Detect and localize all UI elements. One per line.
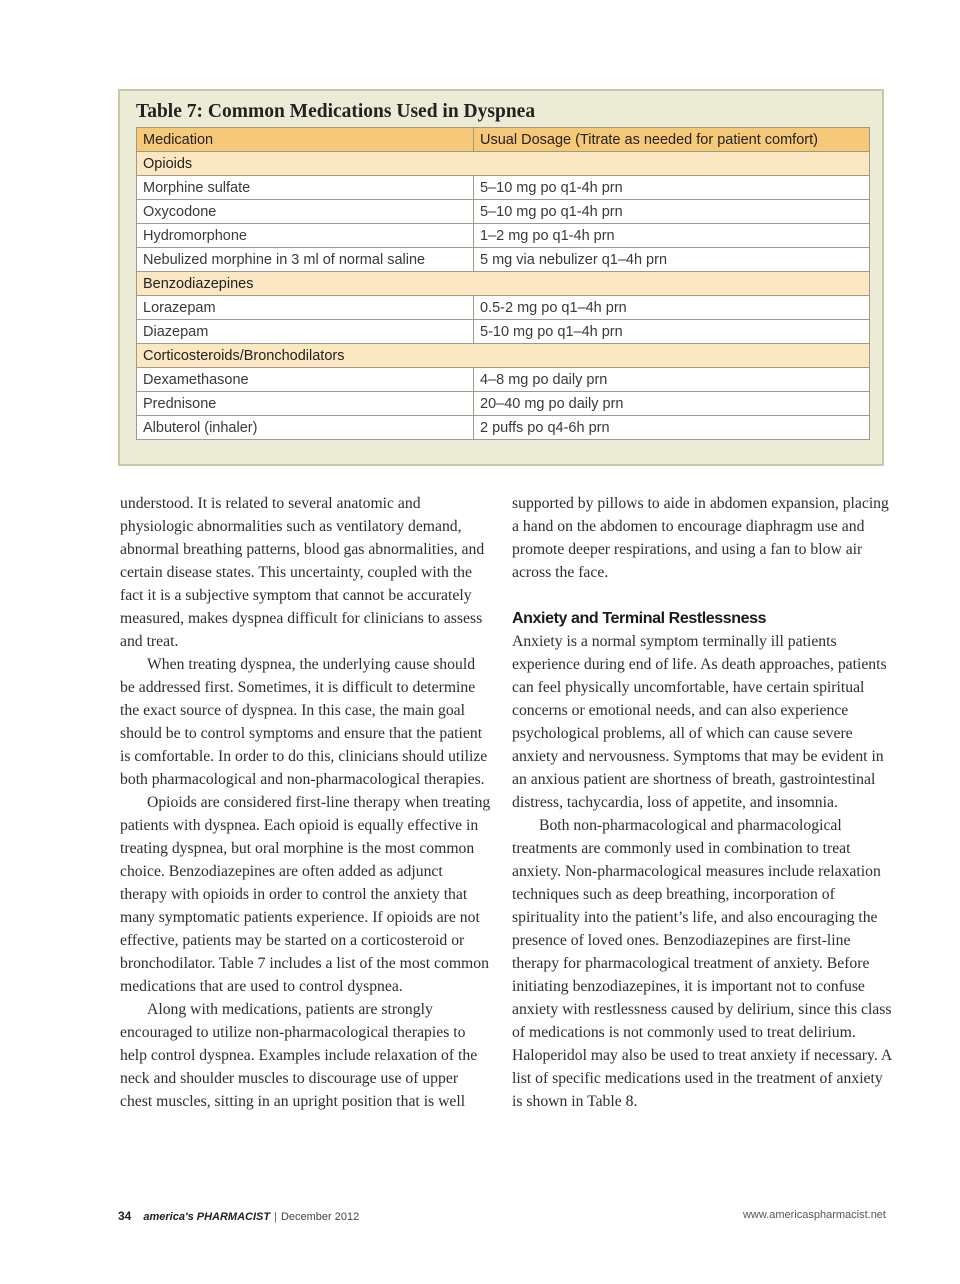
header-dosage: Usual Dosage (Titrate as needed for patient comfort): [474, 128, 870, 152]
medication-cell: Nebulized morphine in 3 ml of normal saline: [137, 248, 474, 272]
dosage-cell: 5–10 mg po q1-4h prn: [474, 176, 870, 200]
issue-date: December 2012: [280, 1211, 360, 1223]
left-column: [120, 492, 492, 1113]
medication-cell: Prednisone: [137, 392, 474, 416]
paragraph: When treating dyspnea, the underlying cause should be addressed first. Sometimes, it is difficult to determine the exact source of dyspnea. In this case, the main goal should be to control symptoms and ensure that the patient is comfortable. In order to do this, clinicians should utilize both pharmacological and non-pharmacological therapies.: [120, 656, 488, 788]
medication-cell: Hydromorphone: [137, 224, 474, 248]
medication-cell: Dexamethasone: [137, 368, 474, 392]
category-label: Opioids: [137, 152, 870, 176]
dosage-cell: 5-10 mg po q1–4h prn: [474, 320, 870, 344]
medication-cell: Lorazepam: [137, 296, 474, 320]
paragraph: supported by pillows to aide in abdomen expansion, placing a hand on the abdomen to encourage diaphragm use and promote deeper respirations, and using a fan to blow air across the face.: [512, 495, 889, 581]
table-row: [137, 248, 870, 272]
table-category-row: [137, 152, 870, 176]
page-footer: [118, 1209, 886, 1223]
medication-cell: Oxycodone: [137, 200, 474, 224]
table-category-row: [137, 344, 870, 368]
medication-cell: Morphine sulfate: [137, 176, 474, 200]
table-title: Table 7: Common Medications Used in Dyspnea: [136, 101, 536, 122]
table-row: [137, 296, 870, 320]
table-row: [137, 392, 870, 416]
dosage-cell: 20–40 mg po daily prn: [474, 392, 870, 416]
website-link[interactable]: www.americaspharmacist.net: [742, 1209, 886, 1221]
medication-table: [136, 127, 870, 440]
dosage-cell: 0.5-2 mg po q1–4h prn: [474, 296, 870, 320]
table-row: [137, 368, 870, 392]
table-row: [137, 320, 870, 344]
medication-cell: Diazepam: [137, 320, 474, 344]
footer-separator: |: [274, 1211, 277, 1223]
medication-table-box: [118, 89, 884, 466]
table-row: [137, 200, 870, 224]
paragraph: Opioids are considered first-line therapy when treating patients with dyspnea. Each opioid is equally effective in treating dyspnea, but oral morphine is the most common choice. Benzodiazepines are often added as adjunct therapy with opioids in order to control the anxiety that many symptomatic patients experience. If opioids are not effective, patients may be started on a corticosteroid or bronchodilator. Table 7 includes a list of the most common medications that are used to control dyspnea.: [120, 794, 491, 995]
table-row: [137, 416, 870, 440]
table-row: [137, 176, 870, 200]
category-label: Corticosteroids/Bronchodilators: [137, 344, 870, 368]
medication-cell: Albuterol (inhaler): [137, 416, 474, 440]
section-heading: Anxiety and Terminal Restlessness: [512, 610, 767, 627]
table-row: [137, 224, 870, 248]
header-medication: Medication: [137, 128, 474, 152]
table-header-row: [137, 128, 870, 152]
dosage-cell: 2 puffs po q4-6h prn: [474, 416, 870, 440]
paragraph: Along with medications, patients are strongly encouraged to utilize non-pharmacological therapies to help control dyspnea. Examples include relaxation of the neck and shoulder muscles to discourage use of upper chest muscles, sitting in an upright position that is well: [120, 1001, 478, 1110]
dosage-cell: 5 mg via nebulizer q1–4h prn: [474, 248, 870, 272]
publication-logo: america's PHARMACIST: [143, 1211, 271, 1223]
dosage-cell: 5–10 mg po q1-4h prn: [474, 200, 870, 224]
page-number: 34: [118, 1209, 132, 1223]
dosage-cell: 4–8 mg po daily prn: [474, 368, 870, 392]
paragraph: Both non-pharmacological and pharmacological treatments are commonly used in combination to treat anxiety. Non-pharmacological measures include relaxation techniques such as deep breathing, incorporation of spirituality into the patient’s life, and also encouraging the presence of loved ones. Benzodiazepines are first-line therapy for pharmacological treatment of anxiety. Before initiating benzodiazepines, it is important not to confuse anxiety with restlessness caused by delirium, since this class of medications is not commonly used to treat delirium. Haloperidol may also be used to treat anxiety if necessary. A list of specific medications used in the treatment of anxiety is shown in Table 8.: [512, 817, 892, 1110]
paragraph: Anxiety is a normal symptom terminally ill patients experience during end of life. As death approaches, patients can feel physically uncomfortable, have certain spiritual concerns or emotional needs, and can also experience psychological problems, all of which can cause severe anxiety and nervousness. Symptoms that may be evident in an anxious patient are shortness of breath, gastrointestinal distress, tachycardia, loss of appetite, and insomnia.: [512, 633, 887, 811]
table-category-row: [137, 272, 870, 296]
paragraph: understood. It is related to several anatomic and physiologic abnormalities such as ventilatory demand, abnormal breathing patterns, blood gas abnormalities, and certain disease states. This uncertainty, coupled with the fact it is a subjective symptom that cannot be accurately measured, makes dyspnea difficult for clinicians to assess and treat.: [120, 495, 485, 650]
dosage-cell: 1–2 mg po q1-4h prn: [474, 224, 870, 248]
category-label: Benzodiazepines: [137, 272, 870, 296]
right-column: [512, 492, 892, 1113]
